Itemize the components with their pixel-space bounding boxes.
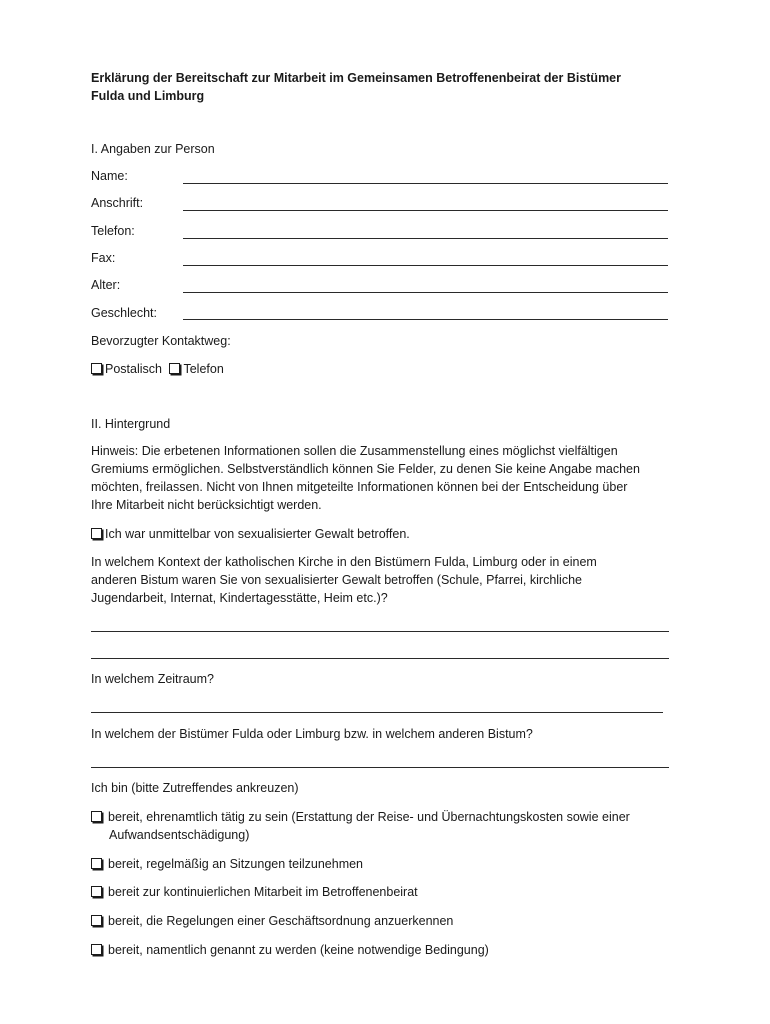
context-answer-line-1[interactable] [91, 631, 669, 632]
section-2-heading: II. Hintergrund [91, 417, 171, 431]
contact-options-row [91, 362, 224, 376]
willingness-intro: Ich bin (bitte Zutreffendes ankreuzen) [91, 781, 299, 795]
rules-label: bereit, die Regelungen einer Geschäftsordnung anzuerkennen [108, 914, 454, 928]
continuous-label: bereit zur kontinuierlichen Mitarbeit im Betroffenenbeirat [108, 885, 418, 899]
checkbox-affected[interactable] [91, 528, 102, 539]
willingness-option-1 [91, 810, 630, 824]
form-title-line1: Erklärung der Bereitschaft zur Mitarbeit im Gemeinsamen Betroffenenbeirat der Bistümer [91, 71, 621, 85]
hint-line-4: Ihre Mitarbeit nicht berücksichtigt werden. [91, 498, 322, 512]
context-question-line-1: In welchem Kontext der katholischen Kirche in den Bistümern Fulda, Limburg oder in einem [91, 555, 597, 569]
affected-label: Ich war unmittelbar von sexualisierter Gewalt betroffen. [105, 527, 410, 541]
willingness-option-3 [91, 885, 418, 899]
context-question-line-3: Jugendarbeit, Internat, Kindertagesstätte, Heim etc.)? [91, 591, 388, 605]
name-label: Name: [91, 169, 128, 183]
checkbox-postal[interactable] [91, 363, 102, 374]
contact-preference-label: Bevorzugter Kontaktweg: [91, 334, 231, 348]
willingness-option-5 [91, 943, 489, 957]
volunteer-label-continued: Aufwandsentschädigung) [109, 828, 250, 842]
name-input-line[interactable] [183, 183, 668, 184]
time-answer-line[interactable] [91, 712, 663, 713]
hint-line-3: möchten, freilassen. Nicht von Ihnen mitgeteilte Informationen können bei der Entscheidung über [91, 480, 628, 494]
age-input-line[interactable] [183, 292, 668, 293]
hint-line-1: Hinweis: Die erbetenen Informationen sollen die Zusammenstellung eines möglichst vielfältigen [91, 444, 618, 458]
fax-input-line[interactable] [183, 265, 668, 266]
time-question: In welchem Zeitraum? [91, 672, 214, 686]
willingness-option-4 [91, 914, 453, 928]
diocese-question: In welchem der Bistümer Fulda oder Limburg bzw. in welchem anderen Bistum? [91, 727, 533, 741]
diocese-answer-line[interactable] [91, 767, 669, 768]
form-title-line2: Fulda und Limburg [91, 89, 205, 103]
address-input-line[interactable] [183, 210, 668, 211]
affected-row [91, 527, 410, 541]
phone-option-label: Telefon [183, 362, 224, 376]
willingness-option-2 [91, 857, 363, 871]
context-question-line-2: anderen Bistum waren Sie von sexualisierter Gewalt betroffen (Schule, Pfarrei, kirchliche [91, 573, 582, 587]
hint-line-2: Gremiums ermöglichen. Selbstverständlich können Sie Felder, zu denen Sie keine Angabe machen [91, 462, 640, 476]
checkbox-meetings[interactable] [91, 858, 102, 869]
phone-input-line[interactable] [183, 238, 668, 239]
postal-option-label: Postalisch [105, 362, 162, 376]
named-label: bereit, namentlich genannt zu werden (keine notwendige Bedingung) [108, 943, 489, 957]
checkbox-named[interactable] [91, 944, 102, 955]
section-1-heading: I. Angaben zur Person [91, 142, 215, 156]
checkbox-phone[interactable] [169, 363, 180, 374]
checkbox-continuous[interactable] [91, 886, 102, 897]
gender-input-line[interactable] [183, 319, 668, 320]
checkbox-rules[interactable] [91, 915, 102, 926]
age-label: Alter: [91, 278, 121, 292]
address-label: Anschrift: [91, 196, 144, 210]
gender-label: Geschlecht: [91, 306, 158, 320]
checkbox-volunteer[interactable] [91, 811, 102, 822]
meetings-label: bereit, regelmäßig an Sitzungen teilzunehmen [108, 857, 364, 871]
fax-label: Fax: [91, 251, 116, 265]
context-answer-line-2[interactable] [91, 658, 669, 659]
phone-label: Telefon: [91, 224, 135, 238]
volunteer-label: bereit, ehrenamtlich tätig zu sein (Erstattung der Reise- und Übernachtungskosten sowie einer [108, 810, 630, 824]
